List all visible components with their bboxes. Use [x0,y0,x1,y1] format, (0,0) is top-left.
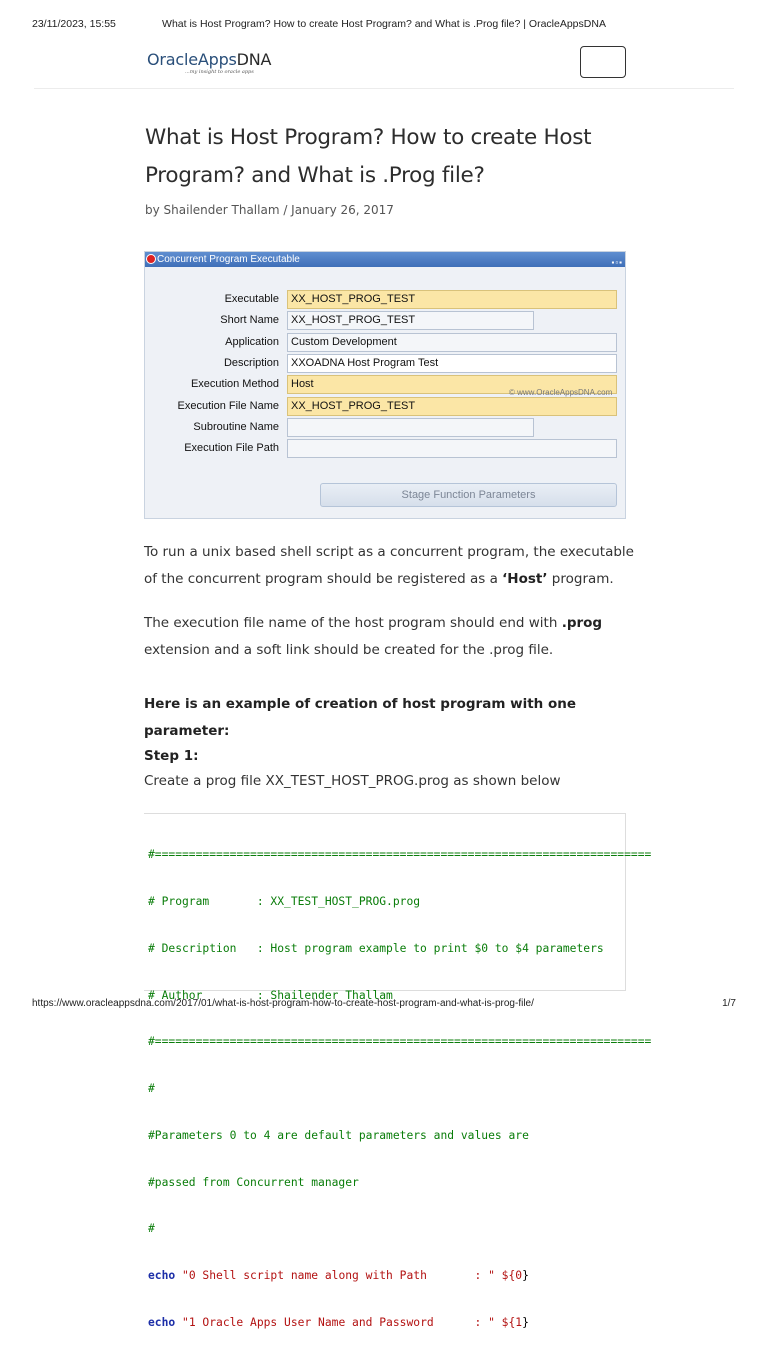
code-line: # Program : XX_TEST_HOST_PROG.prog [148,894,421,908]
header-divider [34,88,734,89]
application-field: Custom Development [287,333,617,352]
article-title: What is Host Program? How to create Host Program? and What is .Prog file? [145,125,592,188]
code-line: # [148,1082,155,1096]
logo-tagline: ...my insight to oracle apps [185,69,254,75]
print-page-title: What is Host Program? How to create Host Program? and What is .Prog file? | OracleAppsDNA [162,18,606,30]
print-header [32,18,736,32]
short-name-field: XX_HOST_PROG_TEST [287,311,534,330]
paragraph-bold: ‘Host’ [502,571,548,587]
code-keyword: echo [148,1316,176,1329]
code-keyword: echo [148,1269,176,1283]
field-label: Execution Method [190,378,279,390]
field-label: Short Name [220,314,279,326]
oracle-window-icon [146,254,156,264]
field-row-description [145,354,627,374]
paragraph-text: program. [547,571,614,587]
code-line: # Description : Host program example to print $0 to $4 parameters [148,941,604,955]
execution-method-field: Host [287,375,617,394]
window-controls-icon: ▪▫▪ [611,258,623,267]
form-watermark: © www.OracleAppsDNA.com [509,388,613,397]
example-subheading: Here is an example of creation of host program with one parameter: [144,696,576,739]
paragraph-prog-extension [144,610,634,664]
field-label: Execution File Name [177,400,279,412]
code-plain: } [522,1316,529,1329]
code-string: "0 Shell script name along with Path : " ${ [175,1269,516,1283]
field-label: Application [225,336,279,348]
code-line: #========================================================================= [148,1035,652,1049]
print-datetime: 23/11/2023, 15:55 [32,18,116,30]
code-line: #========================================================================= [148,848,652,862]
description-field: XXOADNA Host Program Test [287,354,617,373]
paragraph-text: extension and a soft link should be created for the .prog file. [144,642,554,658]
code-line: # [148,1222,155,1236]
field-row-execution-file-path [145,439,627,459]
form-window-title: Concurrent Program Executable [157,254,300,265]
paragraph-text: The execution file name of the host program should end with [144,615,562,631]
step-heading: Step 1: [144,748,199,764]
field-row-subroutine-name [145,418,627,438]
menu-toggle-button[interactable] [580,46,626,78]
code-line: # Author : Shailender Thallam [148,988,393,1002]
oracle-form-screenshot [144,251,626,519]
logo-text-part2: DNA [236,50,272,69]
code-number: 1 [515,1316,523,1329]
field-label: Executable [224,293,279,305]
code-line-echo [148,1315,625,1331]
logo-text-part1: OracleApps [147,50,237,69]
field-label: Subroutine Name [193,421,279,433]
print-url: https://www.oracleappsdna.com/2017/01/what-is-host-program-how-to-create-host-program-and-what-is-prog-file/ [32,998,534,1009]
field-row-execution-file-name [145,397,627,417]
execution-file-path-field [287,439,617,458]
field-row-executable [145,290,627,310]
field-label: Execution File Path [184,442,279,454]
code-line: #passed from Concurrent manager [148,1175,359,1189]
paragraph-host-intro [144,539,634,593]
executable-field: XX_HOST_PROG_TEST [287,290,617,309]
code-line: #Parameters 0 to 4 are default parameters and values are [148,1128,529,1142]
form-titlebar [145,252,625,267]
field-row-short-name [145,311,627,331]
code-number: 0 [515,1269,523,1283]
field-row-application [145,333,627,353]
code-string: "1 Oracle Apps User Name and Password : " ${ [175,1316,516,1329]
article-byline: by Shailender Thallam / January 26, 2017 [145,203,394,217]
code-line-echo [148,1268,625,1284]
print-footer [32,998,736,1012]
paragraph-bold: .prog [561,615,603,631]
print-page-number: 1/7 [722,998,736,1009]
step-instruction: Create a prog file XX_TEST_HOST_PROG.prog as shown below [144,773,561,789]
execution-file-name-field: XX_HOST_PROG_TEST [287,397,617,416]
subroutine-name-field [287,418,534,437]
code-plain: } [522,1269,529,1283]
field-label: Description [223,357,279,369]
paragraph-text: To run a unix based shell script as a concurrent program, the executable of the concurrent program should be registered as a [144,544,634,587]
site-logo[interactable] [147,50,287,80]
logo-text [147,50,271,69]
stage-function-parameters-button: Stage Function Parameters [320,483,617,507]
